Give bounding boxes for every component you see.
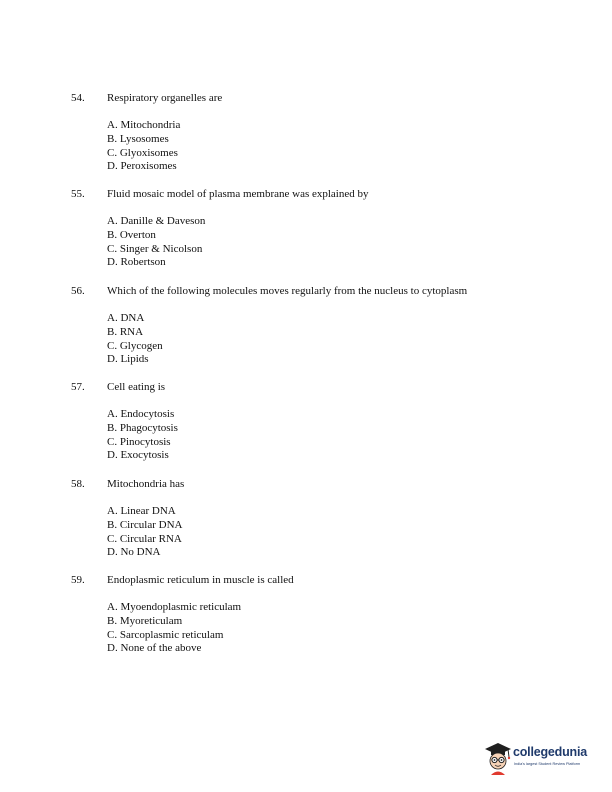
- option-list: [107, 601, 241, 656]
- option-a: A. Linear DNA: [107, 505, 176, 517]
- question-number: 56.: [71, 285, 85, 297]
- question-text: Endoplasmic reticulum in muscle is called: [107, 574, 294, 586]
- option-d: D. No DNA: [107, 546, 161, 559]
- question-text: Mitochondria has: [107, 478, 185, 490]
- option-c: C. Glyoxisomes: [107, 146, 178, 159]
- option-c: C. Sarcoplasmic reticulam: [107, 628, 224, 641]
- collegedunia-logo: [482, 739, 606, 779]
- option-d: D. Robertson: [107, 256, 166, 269]
- option-b: B. Myoreticulam: [107, 614, 183, 627]
- question-text: Respiratory organelles are: [107, 92, 223, 104]
- graduate-mascot-icon: [482, 739, 512, 777]
- option-c: C. Pinocytosis: [107, 435, 171, 448]
- option-d: D. Lipids: [107, 353, 149, 366]
- logo-wordmark: collegedunia: [513, 745, 588, 759]
- option-list: [107, 408, 178, 463]
- option-b: B. RNA: [107, 325, 144, 338]
- question-number: 59.: [71, 574, 85, 586]
- option-list: [107, 505, 182, 560]
- question-number: 57.: [71, 381, 85, 393]
- option-list: [107, 119, 180, 174]
- question-number: 54.: [71, 92, 85, 104]
- question-number: 55.: [71, 188, 85, 200]
- question-text: Cell eating is: [107, 381, 166, 393]
- option-b: B. Circular DNA: [107, 518, 183, 531]
- option-c: C. Glycogen: [107, 339, 163, 352]
- question-text: Fluid mosaic model of plasma membrane was explained by: [107, 188, 369, 200]
- option-b: B. Lysosomes: [107, 132, 169, 145]
- option-a: A. Endocytosis: [107, 408, 175, 420]
- option-a: A. Danille & Daveson: [107, 215, 206, 227]
- option-c: C. Singer & Nicolson: [107, 242, 203, 255]
- logo-tagline: India's largest Student Review Platform: [514, 762, 581, 766]
- option-b: B. Overton: [107, 228, 156, 241]
- option-a: A. DNA: [107, 312, 145, 324]
- question-text: Which of the following molecules moves regularly from the nucleus to cytoplasm: [107, 285, 468, 297]
- option-a: A. Mitochondria: [107, 119, 181, 131]
- option-list: [107, 312, 163, 367]
- option-c: C. Circular RNA: [107, 532, 182, 545]
- option-a: A. Myoendoplasmic reticulam: [107, 601, 242, 613]
- option-list: [107, 215, 205, 270]
- question-number: 58.: [71, 478, 85, 490]
- option-d: D. None of the above: [107, 642, 202, 655]
- option-b: B. Phagocytosis: [107, 421, 178, 434]
- option-d: D. Peroxisomes: [107, 160, 177, 173]
- option-d: D. Exocytosis: [107, 449, 169, 462]
